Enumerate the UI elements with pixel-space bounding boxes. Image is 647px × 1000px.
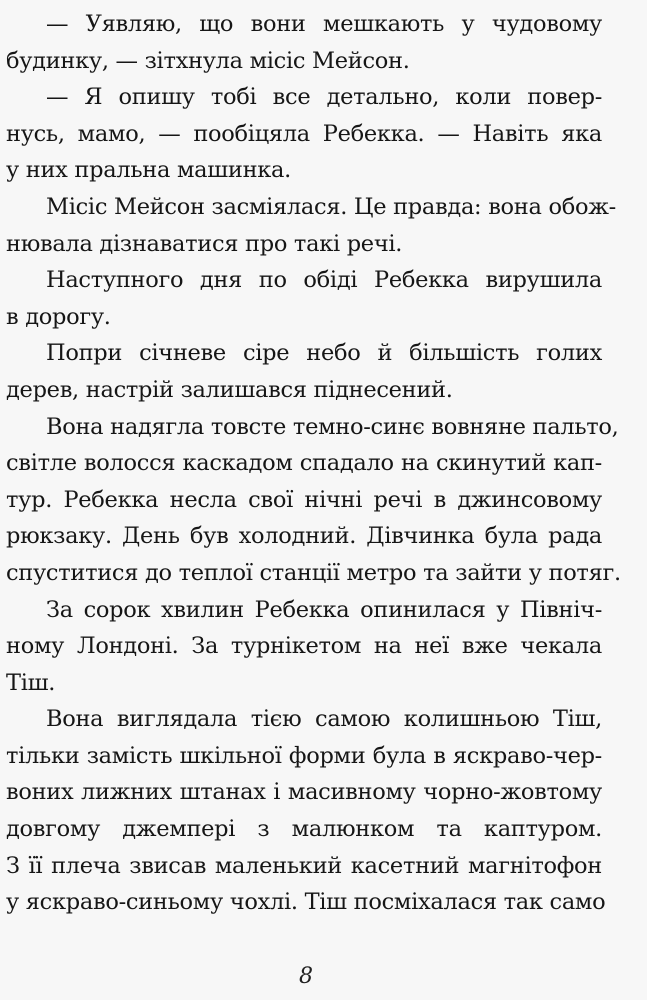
text-line: ному Лондоні. За турнікетом на неї вже чекала bbox=[6, 633, 602, 660]
text-line: Місіс Мейсон засміялася. Це правда: вона обож- bbox=[46, 193, 616, 220]
text-line: у яскраво-синьому чохлі. Тіш посміхалася так само bbox=[6, 889, 606, 916]
paragraph bbox=[6, 79, 602, 189]
text-line: За сорок хвилин Ребекка опинилася у Північ- bbox=[46, 596, 602, 623]
text-line: будинку, — зітхнула місіс Мейсон. bbox=[6, 47, 410, 74]
text-line: Вона надягла товсте темно-синє вовняне пальто, bbox=[46, 413, 619, 440]
paragraph bbox=[6, 6, 602, 79]
text-line: довгому джемпері з малюнком та каптуром. bbox=[6, 816, 602, 843]
text-line: З її плеча звисав маленький касетний магнітофон bbox=[6, 852, 602, 879]
text-line: спуститися до теплої станції метро та зайти у потяг. bbox=[6, 559, 621, 586]
text-line: нювала дізнаватися про такі речі. bbox=[6, 230, 403, 257]
text-line: Тіш. bbox=[6, 669, 56, 696]
text-line: нусь, мамо, — пообіцяла Ребекка. — Навіть яка bbox=[6, 120, 602, 147]
paragraph bbox=[6, 335, 602, 408]
text-line: світле волосся каскадом спадало на скинутий кап- bbox=[6, 450, 602, 477]
paragraph bbox=[6, 262, 602, 335]
text-line: тур. Ребекка несла свої нічні речі в джинсовому bbox=[6, 486, 602, 513]
text-line: Вона виглядала тією самою колишньою Тіш, bbox=[46, 706, 602, 733]
text-line: Попри січневе сіре небо й більшість голих bbox=[46, 340, 602, 367]
text-line: тільки замість шкільної форми була в яскраво-чер- bbox=[6, 742, 602, 769]
paragraph bbox=[6, 409, 621, 592]
text-line: рюкзаку. День був холодний. Дівчинка була рада bbox=[6, 523, 602, 550]
text-line: Наступного дня по обіді Ребекка вирушила bbox=[46, 267, 602, 294]
page-number: 8 bbox=[299, 964, 313, 989]
paragraph bbox=[6, 701, 606, 921]
text-line: в дорогу. bbox=[6, 303, 111, 330]
body-text bbox=[6, 6, 621, 921]
text-line: у них пральна машинка. bbox=[6, 157, 291, 184]
text-line: дерев, настрій залишався піднесений. bbox=[6, 376, 453, 403]
text-line: — Я опишу тобі все детально, коли повер- bbox=[46, 84, 602, 111]
text-line: воних лижних штанах і масивному чорно-жовтому bbox=[6, 779, 602, 806]
paragraph bbox=[6, 592, 602, 702]
text-line: — Уявляю, що вони мешкають у чудовому bbox=[46, 11, 602, 37]
paragraph bbox=[6, 189, 616, 262]
